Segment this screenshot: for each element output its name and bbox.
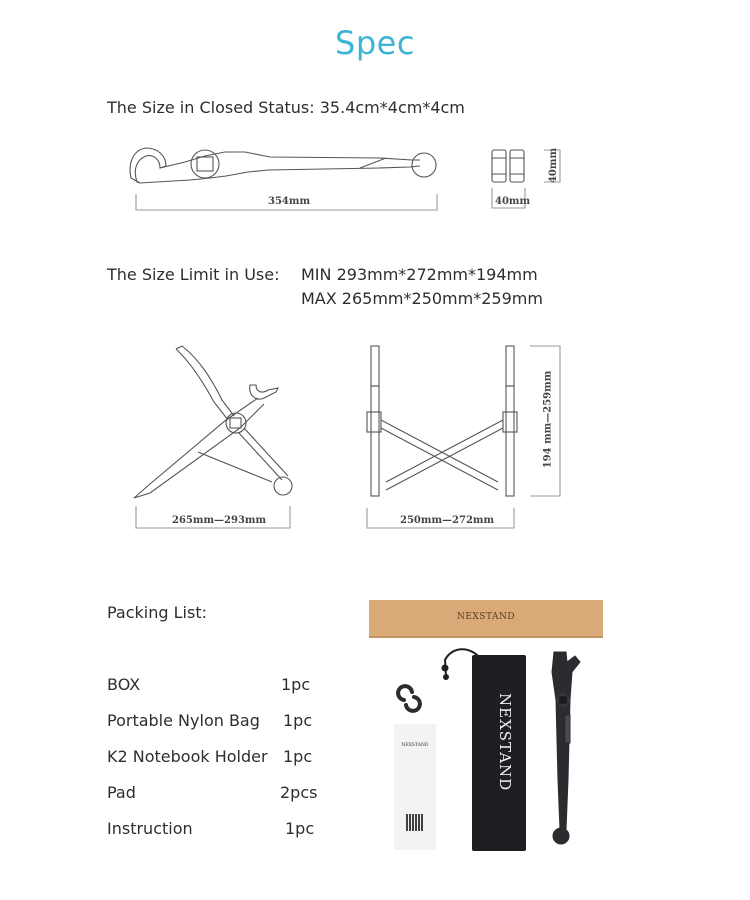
packing-item-name: Portable Nylon Bag: [107, 711, 260, 730]
closed-status-value: 35.4cm*4cm*4cm: [319, 98, 465, 117]
packing-item-qty: 2pcs: [280, 783, 318, 802]
packing-list-heading: Packing List:: [107, 603, 207, 622]
width-dimension-label: 40mm: [495, 196, 531, 207]
packing-item-name: BOX: [107, 675, 141, 694]
size-limit-min: MIN 293mm*272mm*194mm: [301, 265, 538, 284]
packing-item-qty: 1pc: [283, 711, 313, 730]
length-dimension-label: 354mm: [268, 196, 311, 207]
size-limit-max: MAX 265mm*250mm*259mm: [301, 289, 543, 308]
front-width-dimension-label: 250mm—272mm: [400, 515, 495, 526]
box-brand-label: NEXSTAND: [456, 612, 516, 622]
closed-status-label: The Size in Closed Status:: [107, 98, 315, 117]
packing-item-qty: 1pc: [281, 675, 311, 694]
packing-item-qty: 1pc: [283, 747, 313, 766]
packing-item-name: Instruction: [107, 819, 193, 838]
size-limit-label: The Size Limit in Use:: [107, 265, 280, 284]
bag-brand-label: NEXSTAND: [496, 693, 514, 792]
manual-brand-label: NEXSTAND: [401, 743, 429, 748]
packing-item-name: Pad: [107, 783, 136, 802]
packing-item-name: K2 Notebook Holder: [107, 747, 268, 766]
height-dimension-label: 40mm: [548, 147, 560, 184]
front-height-dimension-label: 194 mm—259mm: [542, 370, 554, 469]
page-title: Spec: [335, 24, 415, 62]
side-width-dimension-label: 265mm—293mm: [172, 515, 267, 526]
packing-item-qty: 1pc: [285, 819, 315, 838]
